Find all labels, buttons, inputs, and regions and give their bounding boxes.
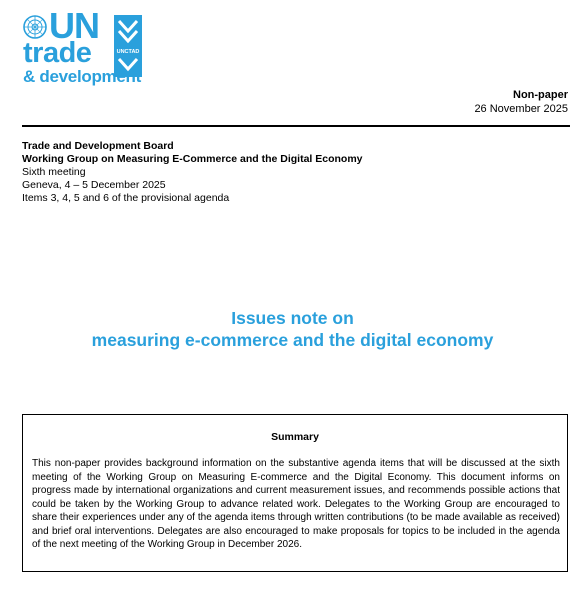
title-line-2: measuring e-commerce and the digital economy bbox=[91, 330, 494, 350]
summary-box bbox=[22, 414, 568, 572]
logo-un-text: UN bbox=[49, 5, 99, 46]
non-paper-label: Non-paper bbox=[513, 89, 568, 101]
un-trade-development-logo bbox=[22, 5, 144, 88]
document-date: 26 November 2025 bbox=[474, 103, 568, 115]
summary-heading: Summary bbox=[271, 431, 319, 443]
working-group-name: Working Group on Measuring E-Commerce and the Digital Economy bbox=[22, 153, 363, 165]
agenda-items: Items 3, 4, 5 and 6 of the provisional agenda bbox=[22, 192, 230, 204]
title-line-1: Issues note on bbox=[231, 308, 354, 328]
logo-development-text: & development bbox=[23, 67, 141, 86]
document-status bbox=[474, 88, 568, 116]
summary-text: This non-paper provides background information on the substantive agenda items that will be discussed at the sixth meeting of the Working Group on Measuring E-commerce and the Digital Economy. This document informs on progress made by international organizations and current measurement issues, and recommends possible actions that could be taken by the Working Group to advance related work. Delegates to the Working Group are encouraged to share their experiences under any of the agenda items through written contributions (to be made available as received) and brief oral interventions. Delegates are also encouraged to make proposals for topics to be included in the agenda of the next meeting of the Working Group in December 2026. bbox=[32, 458, 560, 550]
session-number: Sixth meeting bbox=[22, 166, 86, 178]
board-name: Trade and Development Board bbox=[22, 140, 174, 152]
document-title bbox=[0, 307, 585, 351]
meeting-info bbox=[22, 140, 363, 205]
logo-trade-text: trade bbox=[23, 37, 92, 69]
svg-text:UNCTAD: UNCTAD bbox=[116, 49, 140, 55]
meeting-place-date: Geneva, 4 – 5 December 2025 bbox=[22, 179, 166, 191]
header-rule bbox=[22, 125, 570, 127]
